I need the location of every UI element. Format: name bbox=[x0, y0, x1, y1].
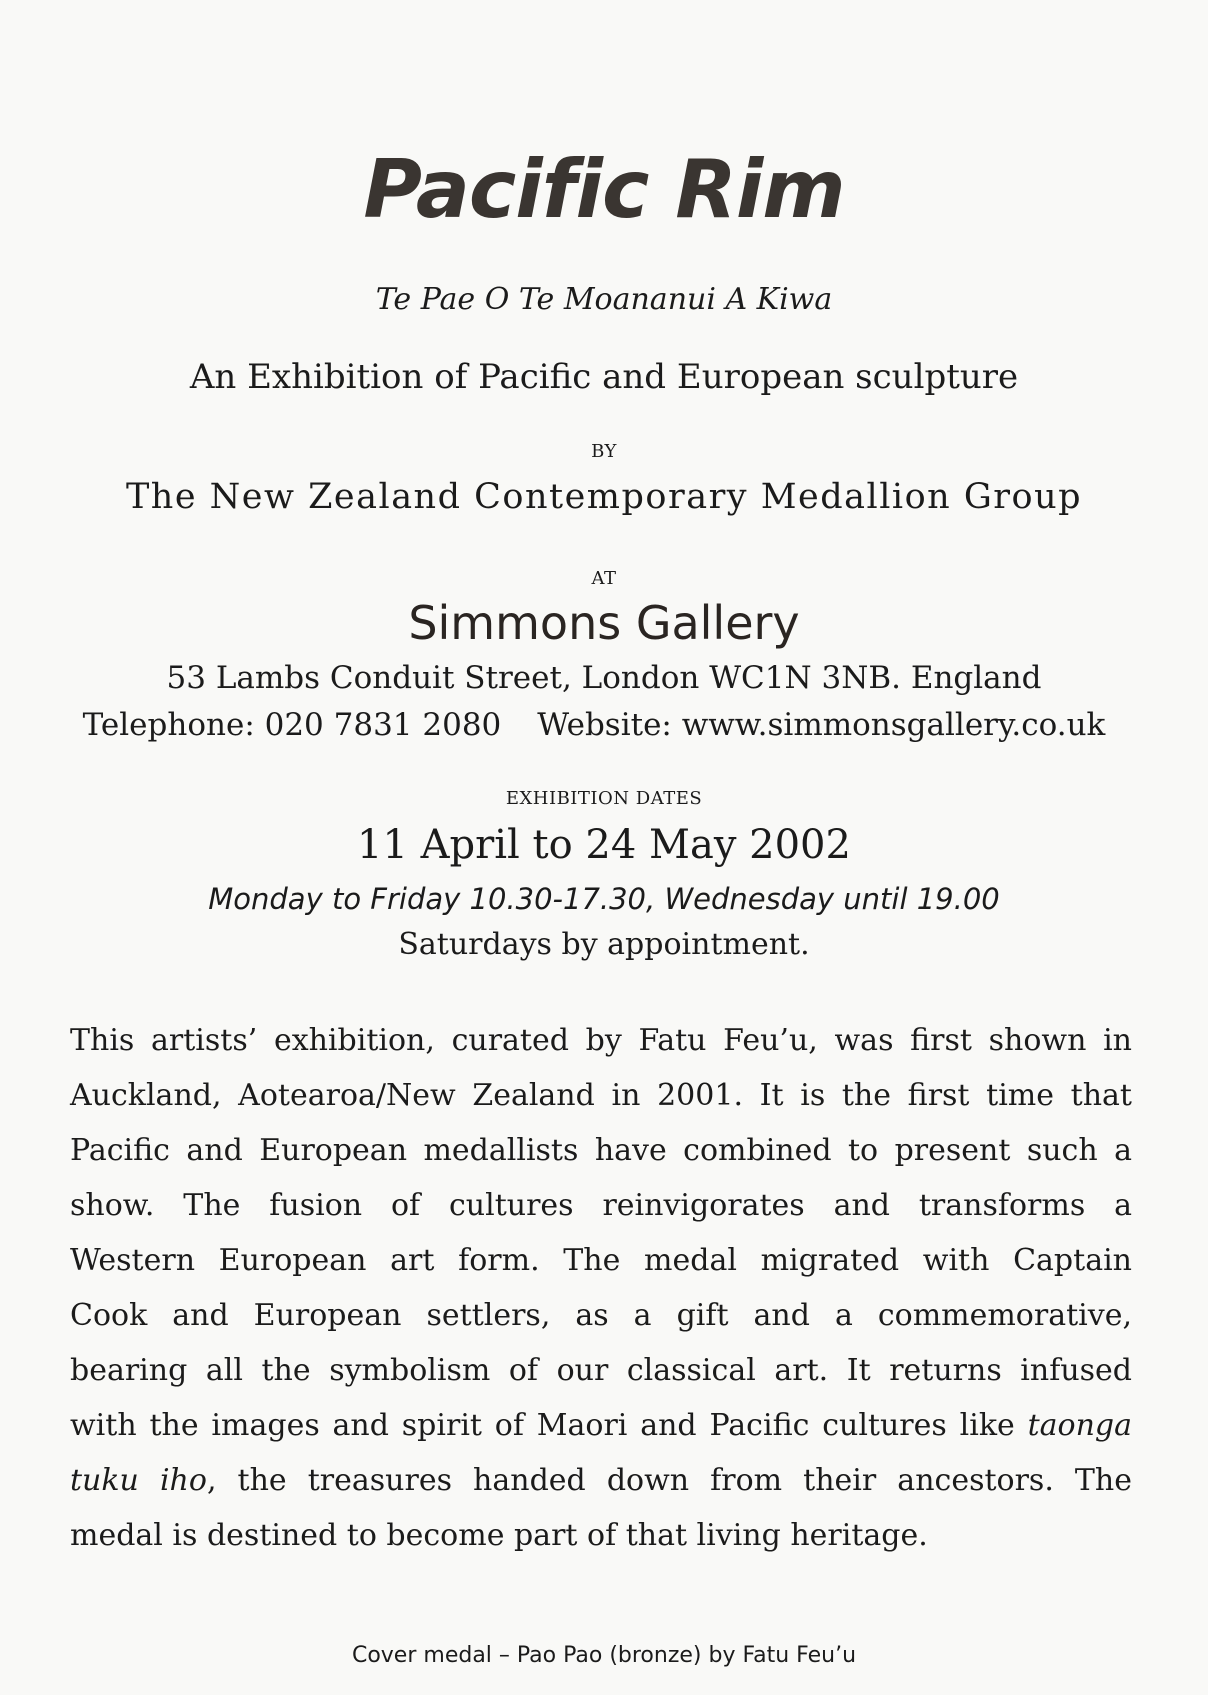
description-line: Auckland, Aotearoa/New Zealand in 2001. It is the first time that bbox=[70, 1078, 1132, 1113]
saturday-note: Saturdays by appointment. bbox=[398, 927, 810, 962]
exhibition-dates-label: EXHIBITION DATES bbox=[505, 788, 703, 809]
description-paragraph bbox=[70, 1013, 1132, 1563]
cover-caption: Cover medal – Pao Pao (bronze) by Fatu Feu’u bbox=[351, 1643, 857, 1668]
description-line: Pacific and European medallists have combined to present such a bbox=[70, 1133, 1132, 1168]
by-label: BY bbox=[591, 441, 617, 462]
description-line: Western European art form. The medal migrated with Captain bbox=[70, 1243, 1132, 1278]
maori-subtitle: Te Pae O Te Moananui A Kiwa bbox=[375, 282, 833, 317]
opening-hours: Monday to Friday 10.30-17.30, Wednesday until 19.00 bbox=[208, 882, 1000, 916]
exhibition-headline: An Exhibition of Pacific and European sculpture bbox=[189, 357, 1019, 397]
gallery-website: Website: www.simmonsgallery.co.uk bbox=[537, 707, 1106, 743]
description-line: medal is destined to become part of that living heritage. bbox=[70, 1518, 928, 1553]
description-text: with the images and spirit of Maori and Pacific cultures like bbox=[70, 1408, 1028, 1443]
page-title: Pacific Rim bbox=[363, 143, 845, 236]
group-name: The New Zealand Contemporary Medallion Group bbox=[125, 477, 1083, 517]
gallery-contact bbox=[0, 707, 1198, 743]
description-line: This artists’ exhibition, curated by Fatu Feu’u, was first shown in bbox=[70, 1023, 1132, 1058]
description-line: show. The fusion of cultures reinvigorates and transforms a bbox=[70, 1188, 1132, 1223]
description-line: Cook and European settlers, as a gift and a commemorative, bbox=[70, 1298, 1132, 1333]
description-line bbox=[70, 1453, 1132, 1508]
description-line: bearing all the symbolism of our classical art. It returns infused bbox=[70, 1353, 1132, 1388]
gallery-address: 53 Lambs Conduit Street, London WC1N 3NB. England bbox=[166, 660, 1042, 696]
emphasis-text: taonga bbox=[1027, 1408, 1132, 1443]
emphasis-text: tuku iho bbox=[70, 1463, 207, 1498]
description-line bbox=[70, 1398, 1132, 1453]
at-label: AT bbox=[591, 568, 617, 589]
description-text: , the treasures handed down from their ancestors. The bbox=[206, 1463, 1133, 1498]
exhibition-dates: 11 April to 24 May 2002 bbox=[357, 822, 851, 868]
gallery-telephone: Telephone: 020 7831 2080 bbox=[82, 707, 502, 743]
gallery-name: Simmons Gallery bbox=[408, 596, 800, 650]
